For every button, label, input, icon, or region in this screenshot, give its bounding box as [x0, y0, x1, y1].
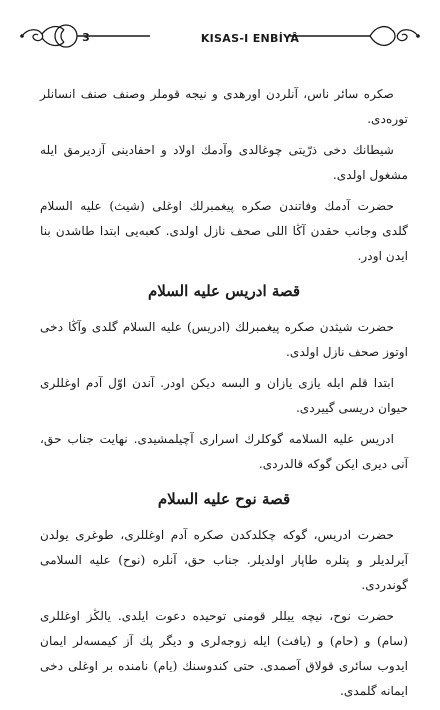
page-body [40, 82, 408, 710]
paragraph: حضرت نوح، نيچه ييللر قومنى توحيده دعوت ايلدى. يالڭز اوغللرى (سام) و (حام) و (يافث) ايله زوجه‌لرى و ديگر پك آز كيمسه‌لر ايمان ايدوب سائرى قولاق آصمدى. حتى كندوسنك (يام) نامنده بر اوغلى دخى ايمانه گلمدى. [40, 609, 408, 698]
paragraph: شيطانك دخى ذرّيتى چوغالدى وآدمك اولاد و احفادينى آزديرمق ايله مشغول اولدى. [40, 143, 408, 182]
page-number-circle [55, 25, 77, 47]
book-title: KISAS-I ENBİYÂ [200, 32, 300, 45]
section-heading-nuh: قصة نوح عليه السلام [157, 490, 291, 508]
paragraph: حضرت آدمك وفاتندن صكره پيغمبرلك اوغلى (شيث) عليه السلام گلدى وجانب حقدن آڭا اللى صحف نازل اولدى. كعبه‌يى ابتدا طاشدن بنا ايدن اودر. [40, 199, 408, 263]
paragraph: ادريس عليه السلامه گوكلرك اسرارى آچيلمشيدى. نهايت جناب حق، آنى ديرى ايكن گوكه قالدردى. [40, 432, 408, 471]
paragraph: حضرت ادريس، گوكه چكلدكدن صكره آدم اوغللرى، طوغرى يولدن آيرلديلر و پتلره طاپار اولديلر. جناب حق، آنلره (نوح) عليه السلامى گوندردى. [40, 528, 408, 592]
paragraph: حضرت شيثدن صكره پيغمبرلك (ادريس) عليه السلام گلدى وآڭا دخى اوتوز صحف نازل اولدى. [40, 320, 408, 359]
paragraph: صكره سائر ناس، آنلردن اورهدى و نيجه قوملر وصنف صنف انسانلر توره‌دى. [40, 87, 408, 126]
section-heading-idris: قصة ادريس عليه السلام [147, 282, 301, 300]
paragraph: ابتدا قلم ايله يازى يازان و البسه ديكن اودر. آندن اوّل آدم اوغللرى حيوان دريسى گييردى. [40, 376, 408, 415]
page-header [20, 14, 420, 58]
page-number: 3 [82, 31, 90, 44]
